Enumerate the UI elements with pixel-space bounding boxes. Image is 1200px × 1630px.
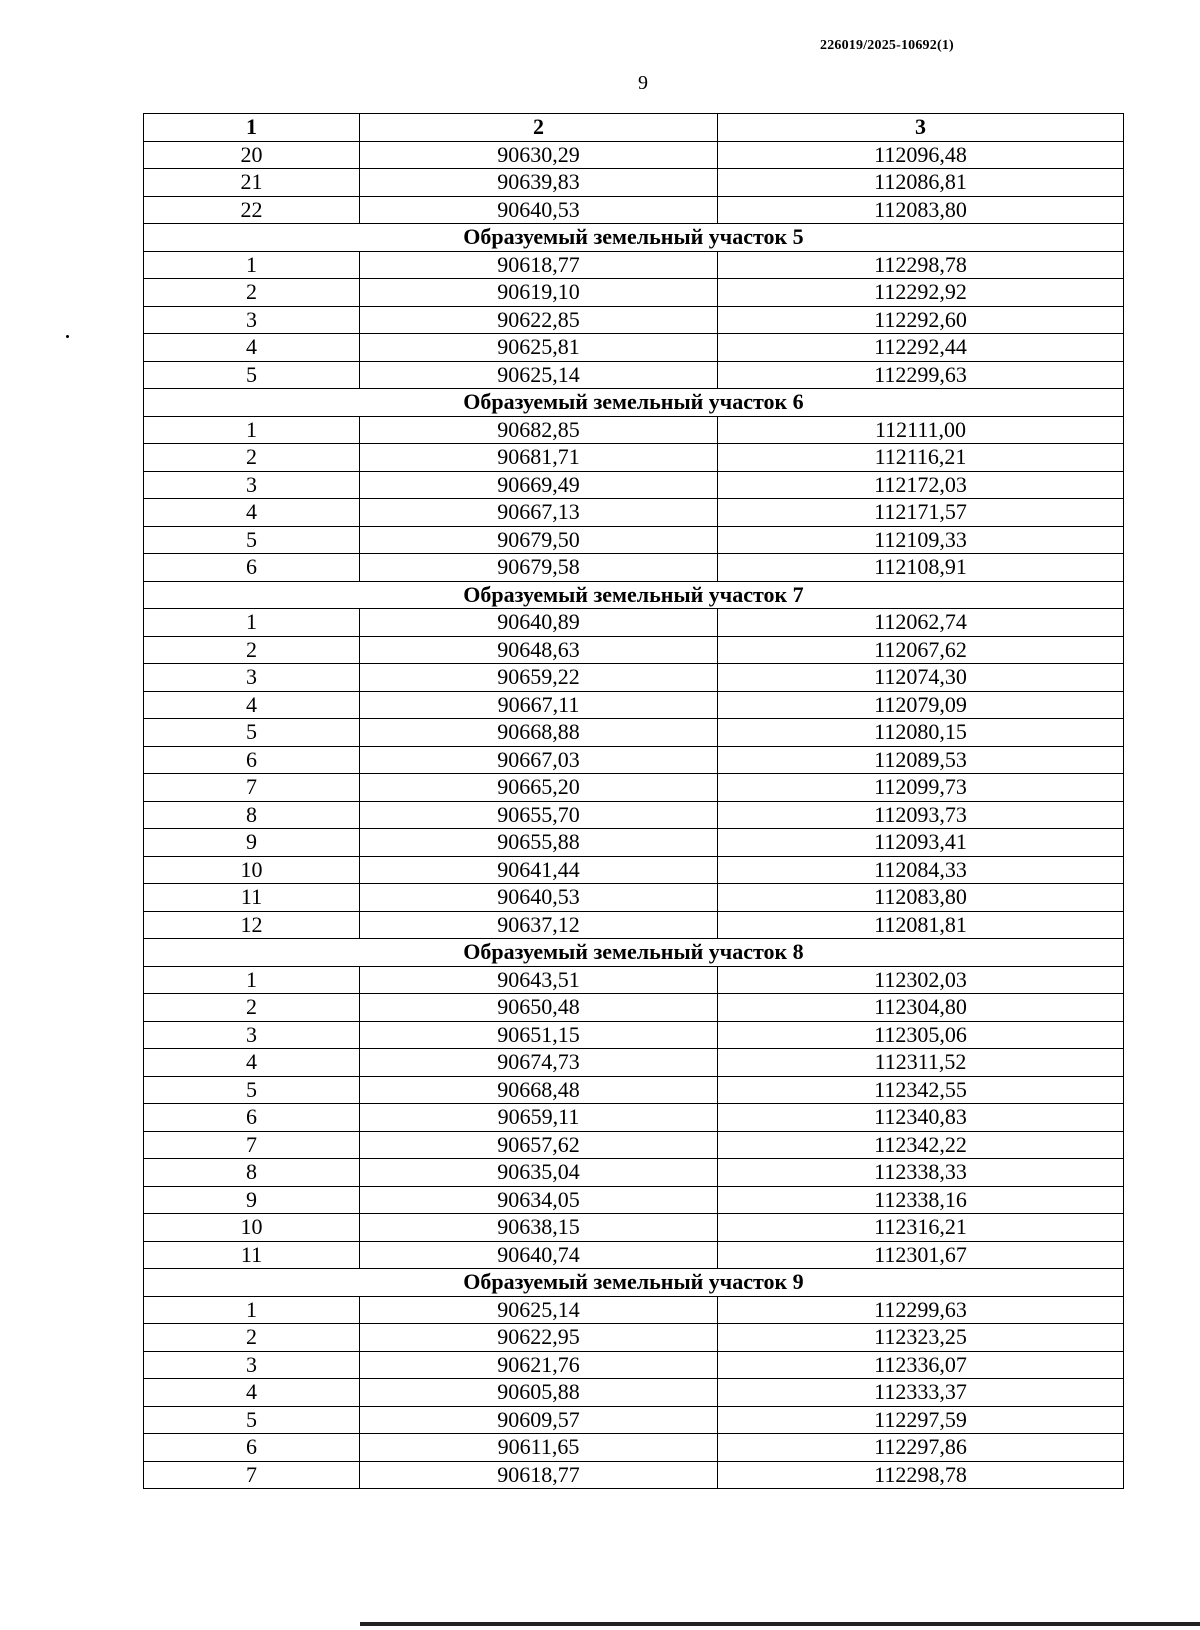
point-number: 6: [144, 554, 360, 582]
table-row: [144, 994, 1124, 1022]
x-coordinate: 90605,88: [360, 1379, 718, 1407]
y-coordinate: 112108,91: [718, 554, 1124, 582]
x-coordinate: 90643,51: [360, 966, 718, 994]
table-row: [144, 306, 1124, 334]
y-coordinate: 112338,16: [718, 1186, 1124, 1214]
point-number: 2: [144, 279, 360, 307]
point-number: 4: [144, 1049, 360, 1077]
table-row: [144, 664, 1124, 692]
x-coordinate: 90667,11: [360, 691, 718, 719]
x-coordinate: 90657,62: [360, 1131, 718, 1159]
point-number: 2: [144, 994, 360, 1022]
y-coordinate: 112099,73: [718, 774, 1124, 802]
table-row: [144, 1241, 1124, 1269]
section-row: [144, 389, 1124, 417]
table-row: [144, 1049, 1124, 1077]
point-number: 6: [144, 1434, 360, 1462]
table-row: [144, 774, 1124, 802]
x-coordinate: 90674,73: [360, 1049, 718, 1077]
x-coordinate: 90655,70: [360, 801, 718, 829]
table-row: [144, 1104, 1124, 1132]
point-number: 9: [144, 1186, 360, 1214]
point-number: 20: [144, 141, 360, 169]
point-number: 2: [144, 444, 360, 472]
point-number: 5: [144, 526, 360, 554]
table-row: [144, 1351, 1124, 1379]
point-number: 22: [144, 196, 360, 224]
table-row: [144, 196, 1124, 224]
x-coordinate: 90618,77: [360, 1461, 718, 1489]
point-number: 7: [144, 1131, 360, 1159]
x-coordinate: 90635,04: [360, 1159, 718, 1187]
table-row: [144, 966, 1124, 994]
point-number: 2: [144, 1324, 360, 1352]
table-row: [144, 856, 1124, 884]
point-number: 3: [144, 471, 360, 499]
x-coordinate: 90669,49: [360, 471, 718, 499]
table-row: [144, 471, 1124, 499]
x-coordinate: 90641,44: [360, 856, 718, 884]
point-number: 6: [144, 746, 360, 774]
table-row: [144, 1214, 1124, 1242]
point-number: 1: [144, 1296, 360, 1324]
point-number: 2: [144, 636, 360, 664]
y-coordinate: 112297,59: [718, 1406, 1124, 1434]
table-row: [144, 636, 1124, 664]
section-row: [144, 939, 1124, 967]
x-coordinate: 90651,15: [360, 1021, 718, 1049]
x-coordinate: 90681,71: [360, 444, 718, 472]
point-number: 11: [144, 1241, 360, 1269]
scan-speck: [66, 335, 69, 338]
table-row: [144, 169, 1124, 197]
column-header: 2: [360, 114, 718, 142]
y-coordinate: 112062,74: [718, 609, 1124, 637]
y-coordinate: 112079,09: [718, 691, 1124, 719]
point-number: 11: [144, 884, 360, 912]
y-coordinate: 112336,07: [718, 1351, 1124, 1379]
point-number: 3: [144, 1351, 360, 1379]
y-coordinate: 112298,78: [718, 251, 1124, 279]
y-coordinate: 112340,83: [718, 1104, 1124, 1132]
y-coordinate: 112081,81: [718, 911, 1124, 939]
y-coordinate: 112316,21: [718, 1214, 1124, 1242]
point-number: 10: [144, 856, 360, 884]
table-row: [144, 1324, 1124, 1352]
point-number: 5: [144, 1406, 360, 1434]
y-coordinate: 112089,53: [718, 746, 1124, 774]
table-row: [144, 526, 1124, 554]
table-row: [144, 141, 1124, 169]
x-coordinate: 90637,12: [360, 911, 718, 939]
x-coordinate: 90625,14: [360, 1296, 718, 1324]
section-title: Образуемый земельный участок 9: [144, 1269, 1124, 1297]
table-row: [144, 279, 1124, 307]
point-number: 1: [144, 251, 360, 279]
x-coordinate: 90679,58: [360, 554, 718, 582]
table-row: [144, 361, 1124, 389]
y-coordinate: 112333,37: [718, 1379, 1124, 1407]
table-row: [144, 334, 1124, 362]
point-number: 3: [144, 306, 360, 334]
y-coordinate: 112080,15: [718, 719, 1124, 747]
y-coordinate: 112304,80: [718, 994, 1124, 1022]
x-coordinate: 90665,20: [360, 774, 718, 802]
table-row: [144, 1186, 1124, 1214]
point-number: 4: [144, 1379, 360, 1407]
y-coordinate: 112297,86: [718, 1434, 1124, 1462]
point-number: 8: [144, 1159, 360, 1187]
point-number: 7: [144, 774, 360, 802]
x-coordinate: 90619,10: [360, 279, 718, 307]
y-coordinate: 112323,25: [718, 1324, 1124, 1352]
x-coordinate: 90648,63: [360, 636, 718, 664]
y-coordinate: 112172,03: [718, 471, 1124, 499]
point-number: 12: [144, 911, 360, 939]
point-number: 1: [144, 966, 360, 994]
y-coordinate: 112298,78: [718, 1461, 1124, 1489]
point-number: 1: [144, 609, 360, 637]
scan-edge-line: [360, 1622, 1200, 1626]
x-coordinate: 90638,15: [360, 1214, 718, 1242]
point-number: 21: [144, 169, 360, 197]
point-number: 6: [144, 1104, 360, 1132]
table-row: [144, 251, 1124, 279]
table-row: [144, 1434, 1124, 1462]
x-coordinate: 90640,53: [360, 884, 718, 912]
x-coordinate: 90655,88: [360, 829, 718, 857]
x-coordinate: 90640,53: [360, 196, 718, 224]
table-row: [144, 1379, 1124, 1407]
document-id: 226019/2025-10692(1): [820, 38, 954, 53]
x-coordinate: 90621,76: [360, 1351, 718, 1379]
y-coordinate: 112067,62: [718, 636, 1124, 664]
table-row: [144, 911, 1124, 939]
section-row: [144, 224, 1124, 252]
point-number: 3: [144, 1021, 360, 1049]
table-row: [144, 609, 1124, 637]
x-coordinate: 90609,57: [360, 1406, 718, 1434]
table-row: [144, 1296, 1124, 1324]
table-row: [144, 1406, 1124, 1434]
section-title: Образуемый земельный участок 8: [144, 939, 1124, 967]
x-coordinate: 90639,83: [360, 169, 718, 197]
table-body: [144, 141, 1124, 1489]
table-row: [144, 1461, 1124, 1489]
x-coordinate: 90659,22: [360, 664, 718, 692]
y-coordinate: 112292,60: [718, 306, 1124, 334]
x-coordinate: 90618,77: [360, 251, 718, 279]
column-header: 3: [718, 114, 1124, 142]
x-coordinate: 90668,88: [360, 719, 718, 747]
y-coordinate: 112084,33: [718, 856, 1124, 884]
table-row: [144, 719, 1124, 747]
table-row: [144, 691, 1124, 719]
x-coordinate: 90625,81: [360, 334, 718, 362]
y-coordinate: 112109,33: [718, 526, 1124, 554]
section-title: Образуемый земельный участок 7: [144, 581, 1124, 609]
point-number: 7: [144, 1461, 360, 1489]
table-row: [144, 801, 1124, 829]
x-coordinate: 90640,89: [360, 609, 718, 637]
coordinates-table: [143, 113, 1124, 1489]
page-number: 9: [638, 72, 648, 94]
y-coordinate: 112292,44: [718, 334, 1124, 362]
x-coordinate: 90679,50: [360, 526, 718, 554]
y-coordinate: 112302,03: [718, 966, 1124, 994]
x-coordinate: 90659,11: [360, 1104, 718, 1132]
y-coordinate: 112299,63: [718, 361, 1124, 389]
section-row: [144, 1269, 1124, 1297]
y-coordinate: 112299,63: [718, 1296, 1124, 1324]
x-coordinate: 90682,85: [360, 416, 718, 444]
table-row: [144, 746, 1124, 774]
x-coordinate: 90640,74: [360, 1241, 718, 1269]
point-number: 8: [144, 801, 360, 829]
table-row: [144, 829, 1124, 857]
table-row: [144, 416, 1124, 444]
table-row: [144, 499, 1124, 527]
point-number: 4: [144, 334, 360, 362]
point-number: 1: [144, 416, 360, 444]
y-coordinate: 112074,30: [718, 664, 1124, 692]
x-coordinate: 90667,13: [360, 499, 718, 527]
y-coordinate: 112083,80: [718, 884, 1124, 912]
y-coordinate: 112305,06: [718, 1021, 1124, 1049]
point-number: 4: [144, 691, 360, 719]
y-coordinate: 112096,48: [718, 141, 1124, 169]
y-coordinate: 112111,00: [718, 416, 1124, 444]
y-coordinate: 112311,52: [718, 1049, 1124, 1077]
point-number: 5: [144, 719, 360, 747]
table-row: [144, 1131, 1124, 1159]
point-number: 5: [144, 361, 360, 389]
y-coordinate: 112342,22: [718, 1131, 1124, 1159]
y-coordinate: 112338,33: [718, 1159, 1124, 1187]
x-coordinate: 90634,05: [360, 1186, 718, 1214]
x-coordinate: 90622,95: [360, 1324, 718, 1352]
y-coordinate: 112292,92: [718, 279, 1124, 307]
x-coordinate: 90622,85: [360, 306, 718, 334]
table-header-row: [144, 114, 1124, 142]
point-number: 3: [144, 664, 360, 692]
x-coordinate: 90625,14: [360, 361, 718, 389]
x-coordinate: 90611,65: [360, 1434, 718, 1462]
point-number: 4: [144, 499, 360, 527]
y-coordinate: 112171,57: [718, 499, 1124, 527]
section-title: Образуемый земельный участок 5: [144, 224, 1124, 252]
column-header: 1: [144, 114, 360, 142]
y-coordinate: 112083,80: [718, 196, 1124, 224]
section-title: Образуемый земельный участок 6: [144, 389, 1124, 417]
y-coordinate: 112086,81: [718, 169, 1124, 197]
y-coordinate: 112342,55: [718, 1076, 1124, 1104]
y-coordinate: 112301,67: [718, 1241, 1124, 1269]
point-number: 9: [144, 829, 360, 857]
y-coordinate: 112116,21: [718, 444, 1124, 472]
table-row: [144, 884, 1124, 912]
x-coordinate: 90667,03: [360, 746, 718, 774]
x-coordinate: 90650,48: [360, 994, 718, 1022]
x-coordinate: 90630,29: [360, 141, 718, 169]
section-row: [144, 581, 1124, 609]
y-coordinate: 112093,41: [718, 829, 1124, 857]
table-row: [144, 1076, 1124, 1104]
point-number: 10: [144, 1214, 360, 1242]
table-row: [144, 1021, 1124, 1049]
table-row: [144, 444, 1124, 472]
point-number: 5: [144, 1076, 360, 1104]
x-coordinate: 90668,48: [360, 1076, 718, 1104]
y-coordinate: 112093,73: [718, 801, 1124, 829]
table-row: [144, 554, 1124, 582]
table-row: [144, 1159, 1124, 1187]
